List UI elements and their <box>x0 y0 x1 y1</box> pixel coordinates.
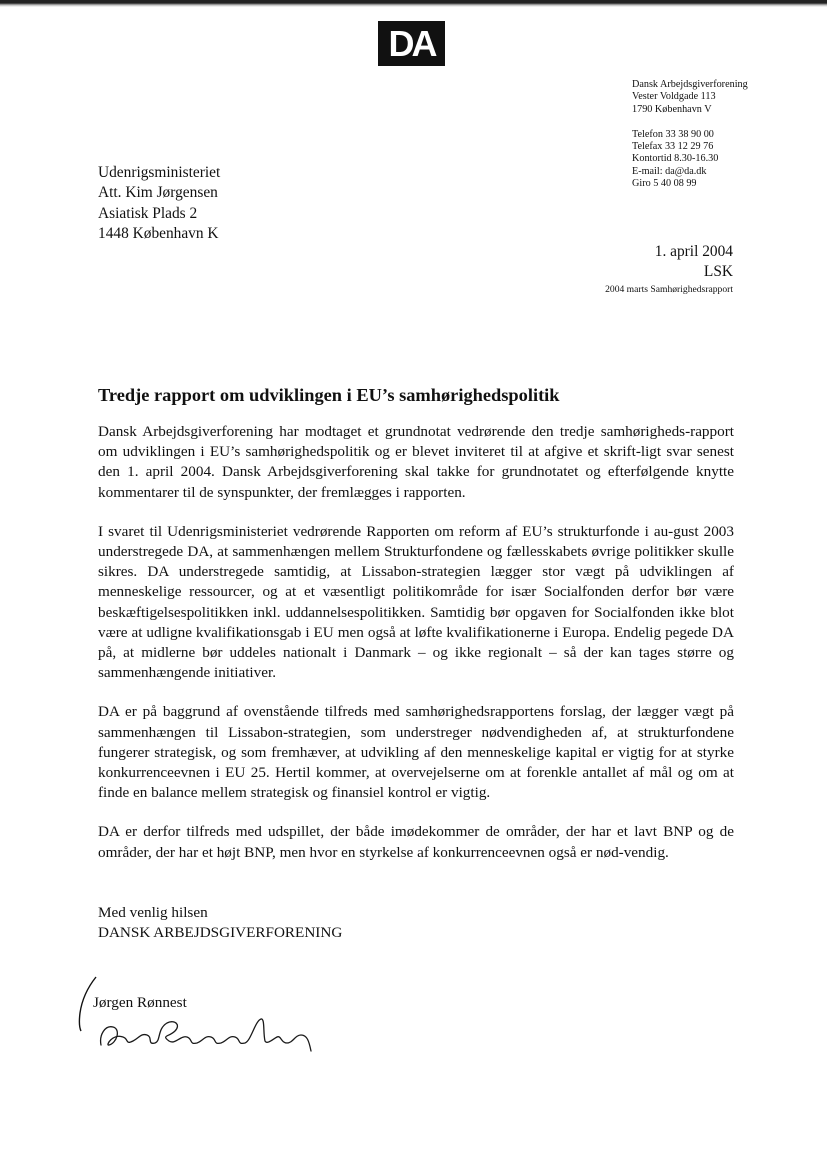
sender-street: Vester Voldgade 113 <box>632 91 716 103</box>
sender-giro: Giro 5 40 08 99 <box>632 178 697 190</box>
body-paragraph-2: I svaret til Udenrigsministeriet vedrørende Rapporten om reform af EU’s strukturfonde i au-gust 2003 understregede DA, at sammenhængen mellem Strukturfondene og fællesskabets øvrige politikker skulle sikres. DA understregede samtidig, at Lissabon-strategien lægger stor vægt på udviklingen af menneskelige ressourcer, og at et væsentligt politikområde for især Socialfonden derfor bør være beskæftigelsespolitikken inkl. uddannelsespolitikken. Samtidig bør opgaven for Socialfonden ikke blot være at udligne kvalifikationsgab i EU men også at løfte kvalifikationerne i Europa. Endelig pegede DA på, at midlerne bør uddeles nationalt i Danmark – og ikke regionalt – så der kan tages større og sammenhængende initiativer. <box>98 522 734 682</box>
sender-address-block <box>632 79 748 190</box>
letter-title: Tredje rapport om udviklingen i EU’s samhørighedspolitik <box>98 385 560 405</box>
body-paragraph-1: Dansk Arbejdsgiverforening har modtaget et grundnotat vedrørende den tredje samhørigheds-rapport om udviklingen i EU’s samhørighedspolitik og er blevet inviteret til at afgive et skrift-ligt svar senest den 1. april 2004. Dansk Arbejdsgiverforening skal takke for grundnotatet og efterfølgende knytte kommentarer til de synspunkter, der fremlægges i rapporten. <box>98 423 734 501</box>
sender-city: 1790 København V <box>632 103 712 115</box>
recipient-org: Udenrigsministeriet <box>98 164 221 181</box>
sender-fax: Telefax 33 12 29 76 <box>632 141 714 153</box>
scan-top-edge <box>0 0 827 7</box>
body-paragraph-3: DA er på baggrund af ovenstående tilfreds med samhørighedsrapportens forslag, der lægger vægt på sammenhængen til Lissabon-strategien, som understreger nødvendigheden af, at strukturfondene fungerer strategisk, og som fremhæver, at udvikling af den menneskelige kapital er vigtig for at styrke konkurrenceevnen i EU 25. Hertil kommer, at overvejelserne om at forenkle antallet af mål og om at finde en balance mellem strategisk og finansiel kontrol er vigtig. <box>98 703 734 802</box>
recipient-street: Asiatisk Plads 2 <box>98 204 198 222</box>
document-reference: 2004 marts Samhørighedsrapport <box>605 284 733 295</box>
sender-name: Dansk Arbejdsgiverforening <box>632 79 748 90</box>
closing-organisation: DANSK ARBEJDSGIVERFORENING <box>98 924 343 942</box>
signer-name: Jørgen Rønnest <box>93 994 187 1011</box>
sender-office-hours: Kontortid 8.30-16.30 <box>632 153 719 165</box>
closing-block <box>98 903 342 943</box>
da-logo: DA <box>378 21 445 66</box>
closing-greeting: Med venlig hilsen <box>98 904 208 921</box>
sender-phone: Telefon 33 38 90 00 <box>632 128 714 140</box>
dateline-block <box>605 242 733 296</box>
recipient-attention: Att. Kim Jørgensen <box>98 184 218 202</box>
recipient-city: 1448 København K <box>98 225 219 243</box>
handwritten-signature <box>95 1005 320 1057</box>
recipient-address-block <box>98 163 220 245</box>
author-initials: LSK <box>703 263 733 280</box>
letter-body <box>98 422 734 882</box>
body-paragraph-4: DA er derfor tilfreds med udspillet, der både imødekommer de områder, der har et lavt BNP og de områder, der har et højt BNP, men hvor en styrkelse af konkurrenceevnen også er nød-vendig. <box>98 823 734 861</box>
letter-date: 1. april 2004 <box>654 243 733 260</box>
sender-email: E-mail: da@da.dk <box>632 165 707 177</box>
